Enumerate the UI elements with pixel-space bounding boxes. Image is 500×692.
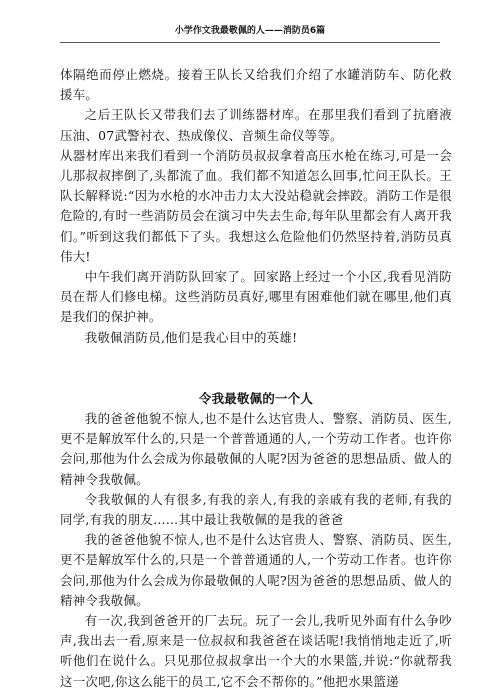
document-body bbox=[60, 65, 452, 692]
paragraph: 体隔绝而停止燃烧。接着王队长又给我们介绍了水罐消防车、防化救援车。 bbox=[60, 67, 452, 103]
paragraph: 中午我们离开消防队回家了。回家路上经过一个小区,我看见消防员在帮人们修电梯。这些消防员真好,哪里有困难他们就在哪里,他们真是我们的保护神。 bbox=[60, 269, 452, 325]
essay-section-1 bbox=[60, 65, 452, 348]
paragraph: 之后王队长又带我们去了训练器材库。在那里我们看到了抗磨液压油、07武警衬衣、热成像仪、音频生命仪等等。 bbox=[60, 107, 452, 143]
essay-section-2 bbox=[60, 389, 452, 692]
section-title: 令我最敬佩的一个人 bbox=[198, 390, 314, 406]
paragraph: 有一次,我到爸爸开的厂去玩。玩了一会儿,我听见外面有什么争吵声,我出去一看,原来是一位叔叔和我爸爸在谈话呢!我悄悄地走近了,听听他们在说什么。只见那位叔叔拿出一个大的水果篮,并说:“你就帮我这一次吧,你这么能干的员工,它不会不帮你的。”他把水果篮递 bbox=[60, 613, 452, 689]
paragraph: 令我敬佩的人有很多,有我的亲人,有我的亲戚有我的老师,有我的同学,有我的朋友……其中最让我敬佩的是我的爸爸 bbox=[60, 491, 452, 528]
paragraph: 我的爸爸他貌不惊人,也不是什么达官贵人、警察、消防员、医生,更不是解放军什么的,只是一个普普通通的人,一个劳动工作者。也许你会问,那他为什么会成为你最敬佩的人呢?因为爸爸的思想品质、做人的精神令我敬佩。 bbox=[60, 532, 452, 608]
header-divider bbox=[60, 42, 440, 43]
paragraph: 我的爸爸他貌不惊人,也不是什么达官贵人、警察、消防员、医生,更不是解放军什么的,只是一个普普通通的人,一个劳动工作者。也许你会问,那他为什么会成为你最敬佩的人呢?因为爸爸的思想品质、做人的精神令我敬佩。 bbox=[60, 411, 452, 487]
page-header: 小学作文我最敬佩的人——消防员6篇 bbox=[174, 26, 326, 36]
paragraph: 从器材库出来我们看到一个消防员叔叔拿着高压水枪在练习,可是一会儿那叔叔摔倒了,头都流了血。我们都不知道怎么回事,忙问王队长。王队长解释说:“因为水枪的水冲击力太大没站稳就会摔跤。消防工作是很危险的,有时一些消防员会在演习中失去生命,每年队里都会有人离开我们。”听到这我们都低下了头。我想这么危险他们仍然坚持着,消防员真伟大! bbox=[60, 147, 452, 264]
paragraph: 我敬佩消防员,他们是我心目中的英雄! bbox=[84, 329, 298, 345]
